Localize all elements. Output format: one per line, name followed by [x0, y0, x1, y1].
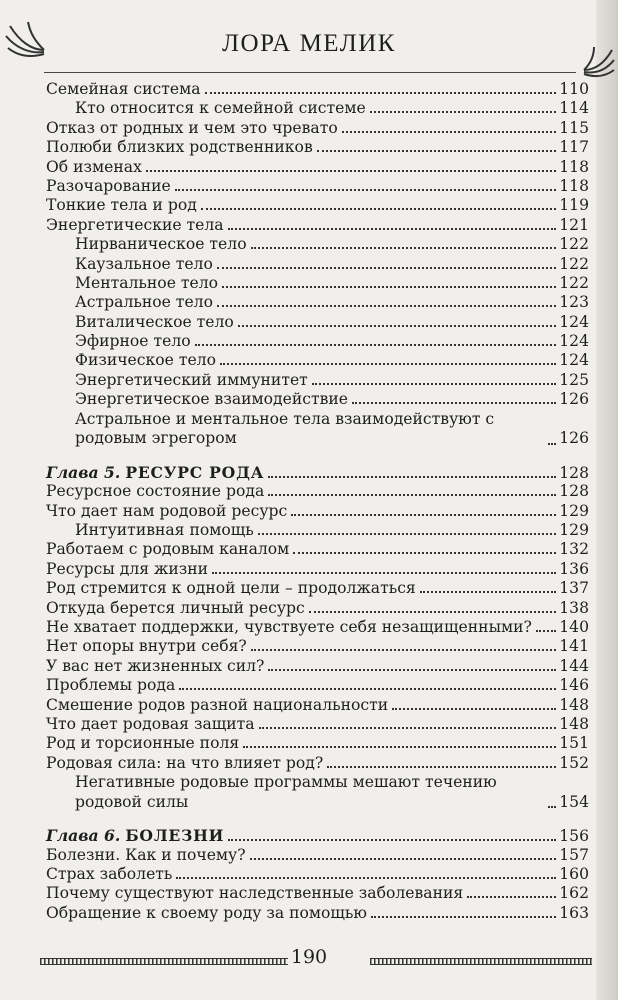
toc-entry-title: Энергетический иммунитет [75, 370, 308, 389]
toc-page-number: 124 [559, 312, 589, 331]
toc-entry-title: Астральное тело [75, 293, 213, 312]
dot-leader [205, 92, 557, 94]
toc-entry [46, 696, 589, 715]
toc-entry [46, 371, 589, 390]
toc-entry-title: Виталическое тело [75, 312, 234, 331]
dot-leader [238, 325, 556, 327]
toc-page-number: 156 [559, 827, 589, 846]
toc-entry-title: Ресурсное состояние рода [46, 482, 265, 501]
toc-page-number: 151 [559, 734, 589, 753]
toc-page-number: 138 [559, 598, 589, 617]
toc-entry [46, 904, 589, 923]
dot-leader [268, 494, 556, 496]
toc-page-number: 126 [559, 429, 589, 448]
dot-leader [371, 916, 556, 918]
toc-entry [46, 846, 589, 865]
toc-page-number: 162 [559, 884, 589, 903]
dot-leader [312, 383, 556, 385]
toc-entry-title: Ментальное тело [75, 273, 219, 292]
footer-rule-right [370, 958, 592, 965]
dot-leader [228, 228, 557, 230]
toc-entry [46, 235, 589, 254]
toc-page-number: 141 [559, 637, 589, 656]
toc-chapter-entry [46, 826, 589, 845]
toc-page-number: 128 [559, 482, 589, 501]
toc-chapter-name: БОЛЕЗНИ [125, 826, 225, 846]
toc-chapter-label: Глава 6. [46, 826, 121, 846]
dot-leader [268, 669, 556, 671]
toc-entry [46, 637, 589, 656]
toc-entry [46, 80, 589, 99]
toc-entry-title: Почему существуют наследственные заболевания [46, 884, 464, 903]
toc-entry [46, 99, 589, 118]
dot-leader [217, 267, 556, 269]
dot-leader [536, 630, 556, 632]
toc-page-number: 128 [559, 463, 589, 482]
toc-entry [46, 502, 589, 521]
dot-leader [251, 649, 556, 651]
toc-entry-title: Отказ от родных и чем это чревато [46, 118, 338, 137]
leaf-ornament-icon [582, 46, 616, 80]
dot-leader [175, 189, 556, 191]
toc-page-number: 146 [559, 676, 589, 695]
dot-leader [327, 766, 556, 768]
dot-leader [309, 611, 556, 613]
toc-entry [46, 865, 589, 884]
toc-page-number: 160 [559, 865, 589, 884]
toc-entry-title: Смешение родов разной национальности [46, 695, 389, 714]
dot-leader [228, 839, 556, 841]
toc-entry-title: Об изменах [46, 157, 142, 176]
toc-page-number: 119 [559, 196, 589, 215]
toc-page-number: 132 [559, 540, 589, 559]
toc-entry-title: Откуда берется личный ресурс [46, 598, 305, 617]
toc-page-number: 152 [559, 753, 589, 772]
toc-entry-title: Проблемы рода [46, 676, 176, 695]
toc-entry-title: Разочарование [46, 176, 171, 195]
page-edge [596, 0, 618, 1000]
dot-leader [250, 858, 557, 860]
toc-entry [46, 560, 589, 579]
toc-page-number: 117 [559, 138, 589, 157]
dot-leader [352, 402, 556, 404]
toc-page-number: 110 [559, 80, 589, 98]
toc-chapter-title [46, 463, 264, 483]
table-of-contents [46, 80, 589, 923]
toc-page-number: 136 [559, 559, 589, 578]
toc-entry-title: Физическое тело [75, 351, 216, 370]
dot-leader [548, 806, 556, 808]
toc-entry-title: Обращение к своему роду за помощью [46, 903, 367, 922]
toc-entry [46, 158, 589, 177]
toc-entry-title: Нирваническое тело [75, 235, 247, 254]
dot-leader [220, 363, 556, 365]
dot-leader [420, 591, 556, 593]
toc-page-number: 122 [559, 235, 589, 254]
toc-entry-title: Каузальное тело [75, 254, 213, 273]
toc-entry [46, 138, 589, 157]
dot-leader [548, 443, 556, 445]
toc-entry-title: Энергетические тела [46, 215, 224, 234]
dot-leader [176, 877, 556, 879]
toc-entry-title: Нет опоры внутри себя? [46, 637, 247, 656]
toc-page-number: 118 [559, 157, 589, 176]
dot-leader [212, 572, 556, 574]
toc-chapter-name: РЕСУРС РОДА [125, 462, 265, 482]
dot-leader [243, 746, 556, 748]
toc-entry-title: Семейная система [46, 80, 201, 98]
toc-entry [46, 255, 589, 274]
dot-leader [268, 476, 556, 478]
toc-entry-title: Интуитивная помощь [75, 521, 254, 539]
toc-entry-title: Энергетическое взаимодействие [75, 390, 349, 409]
dot-leader [201, 208, 556, 210]
toc-chapter-label: Глава 5. [46, 462, 121, 482]
dot-leader [317, 150, 557, 152]
toc-page-number: 129 [559, 521, 589, 539]
dot-leader [258, 533, 556, 535]
toc-entry-title: Полюби близких родственников [46, 138, 313, 157]
toc-page-number: 157 [559, 845, 589, 864]
toc-page-number: 126 [559, 390, 589, 409]
toc-page-number: 124 [559, 332, 589, 351]
toc-entry-title: Болезни. Как и почему? [46, 845, 246, 864]
dot-leader [342, 131, 557, 133]
header-rule [44, 72, 576, 73]
dot-leader [259, 727, 557, 729]
toc-entry-title: Страх заболеть [46, 865, 173, 884]
toc-entry-title: Ресурсы для жизни [46, 559, 209, 578]
toc-entry [46, 482, 589, 501]
toc-entry [46, 521, 589, 540]
running-title: ЛОРА МЕЛИК [222, 30, 396, 57]
toc-page-number: 122 [559, 254, 589, 273]
toc-page-number: 125 [559, 370, 589, 389]
dot-leader [392, 708, 556, 710]
toc-page-number: 163 [559, 903, 589, 922]
dot-leader [179, 688, 556, 690]
toc-entry [46, 332, 589, 351]
toc-page-number: 114 [559, 99, 589, 118]
toc-page-number: 121 [559, 215, 589, 234]
toc-entry [46, 196, 589, 215]
toc-entry [46, 734, 589, 753]
dot-leader [222, 286, 556, 288]
toc-entry [46, 715, 589, 734]
page-header [0, 18, 618, 74]
toc-entry [46, 177, 589, 196]
dot-leader [291, 514, 556, 516]
toc-page-number: 148 [559, 695, 589, 714]
toc-entry [46, 773, 589, 812]
toc-entry-title: Кто относится к семейной системе [75, 99, 366, 118]
toc-page-number: 154 [559, 792, 589, 811]
dot-leader [293, 552, 556, 554]
toc-page-number: 122 [559, 273, 589, 292]
toc-entry-title: Негативные родовые программы мешают течению родовой силы [75, 773, 497, 811]
toc-entry [46, 657, 589, 676]
dot-leader [195, 344, 557, 346]
toc-entry-title: Астральное и ментальное тела взаимодействуют с родовым эгрегором [75, 409, 495, 448]
toc-chapter-title [46, 826, 224, 846]
toc-entry [46, 274, 589, 293]
page-number: 190 [290, 946, 328, 968]
toc-entry [46, 293, 589, 312]
toc-entry [46, 216, 589, 235]
dot-leader [370, 111, 556, 113]
toc-page-number: 115 [559, 118, 589, 137]
page-footer [0, 944, 618, 984]
toc-chapter-entry [46, 463, 589, 482]
toc-entry-title: Что дает нам родовой ресурс [46, 501, 288, 520]
toc-entry [46, 884, 589, 903]
toc-entry-title: Род и торсионные поля [46, 734, 240, 753]
toc-entry [46, 351, 589, 370]
toc-entry [46, 579, 589, 598]
toc-page-number: 148 [559, 714, 589, 733]
toc-entry [46, 410, 589, 449]
toc-page-number: 123 [559, 293, 589, 312]
toc-entry-title: Род стремится к одной цели – продолжаться [46, 579, 416, 598]
toc-entry-title: Тонкие тела и род [46, 196, 197, 215]
toc-entry-title: Родовая сила: на что влияет род? [46, 753, 324, 772]
toc-entry-title: Что дает родовая защита [46, 714, 255, 733]
toc-entry [46, 754, 589, 773]
toc-entry [46, 599, 589, 618]
toc-page-number: 144 [559, 656, 589, 675]
dot-leader [251, 247, 557, 249]
toc-entry [46, 540, 589, 559]
dot-leader [467, 896, 556, 898]
toc-entry-title: У вас нет жизненных сил? [46, 656, 265, 675]
toc-entry [46, 390, 589, 409]
toc-entry-title: Не хватает поддержки, чувствуете себя незащищенными? [46, 617, 532, 636]
toc-entry-title: Эфирное тело [75, 332, 191, 351]
toc-entry [46, 313, 589, 332]
toc-entry [46, 676, 589, 695]
toc-page-number: 129 [559, 501, 589, 520]
toc-entry-title: Работаем с родовым каналом [46, 540, 290, 559]
toc-page-number: 118 [559, 176, 589, 195]
toc-page-number: 137 [559, 579, 589, 598]
toc-entry [46, 119, 589, 138]
toc-page-number: 140 [559, 617, 589, 636]
dot-leader [217, 305, 556, 307]
dot-leader [146, 170, 556, 172]
toc-page-number: 124 [559, 351, 589, 370]
toc-entry [46, 618, 589, 637]
